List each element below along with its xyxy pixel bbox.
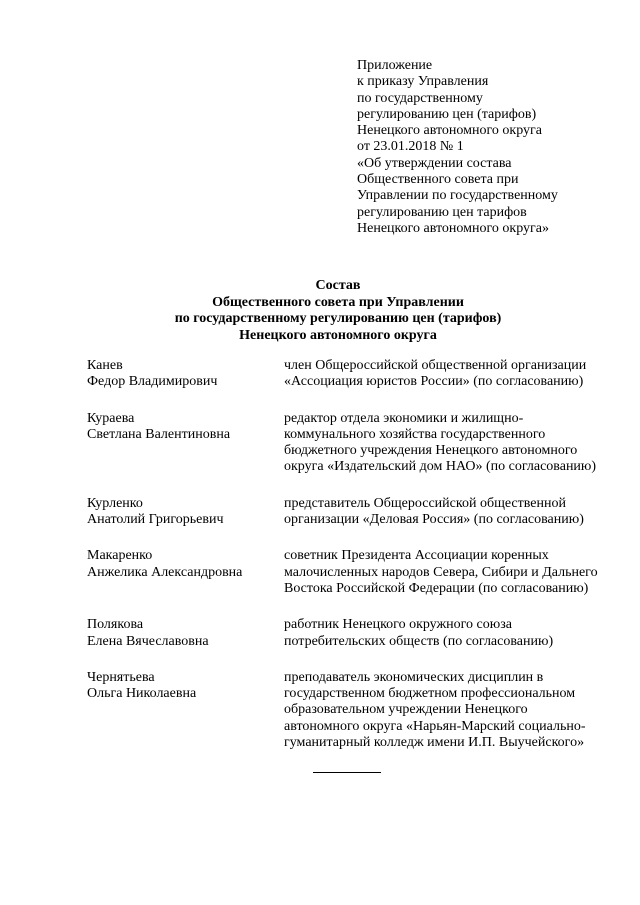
member-role — [284, 411, 627, 476]
title-line: Ненецкого автономного округа — [239, 327, 437, 343]
appendix-line: от 23.01.2018 № 1 — [357, 139, 464, 155]
role-line: образовательном учреждении Ненецкого — [284, 702, 528, 718]
appendix-line: «Об утверждении состава — [357, 155, 512, 171]
member-row — [87, 617, 627, 650]
member-name — [87, 670, 284, 751]
appendix-line: Управлении по государственному — [357, 188, 558, 204]
member-given-names: Федор Владимирович — [87, 374, 218, 390]
role-line: малочисленных народов Севера, Сибири и Дальнего — [284, 564, 598, 580]
role-line: коммунального хозяйства государственного — [284, 426, 546, 442]
appendix-line: Ненецкого автономного округа» — [357, 220, 549, 236]
appendix-line: по государственному — [357, 90, 483, 106]
member-row — [87, 670, 627, 751]
role-line: преподаватель экономических дисциплин в — [284, 669, 544, 685]
member-name — [87, 411, 284, 476]
role-line: бюджетного учреждения Ненецкого автономного — [284, 443, 578, 459]
member-row — [87, 548, 627, 597]
end-divider — [313, 772, 381, 773]
role-line: гуманитарный колледж имени И.П. Выучейского» — [284, 735, 585, 751]
member-surname: Кураева — [87, 410, 135, 426]
member-role — [284, 617, 627, 650]
appendix-line: к приказу Управления — [357, 74, 489, 90]
role-line: организации «Деловая Россия» (по согласованию) — [284, 512, 584, 528]
title-line: Общественного совета при Управлении — [212, 294, 464, 310]
member-name — [87, 358, 284, 391]
member-surname: Макаренко — [87, 548, 153, 564]
role-line: «Ассоциация юристов России» (по согласованию) — [284, 374, 584, 390]
appendix-line: Ненецкого автономного округа — [357, 123, 542, 139]
role-line: советник Президента Ассоциации коренных — [284, 548, 549, 564]
member-surname: Канев — [87, 358, 123, 373]
member-given-names: Елена Вячеславовна — [87, 633, 209, 649]
role-line: округа «Издательский дом НАО» (по согласованию) — [284, 459, 597, 475]
member-role — [284, 670, 627, 751]
role-line: государственном бюджетном профессиональном — [284, 686, 576, 702]
member-given-names: Ольга Николаевна — [87, 686, 197, 702]
member-name — [87, 496, 284, 529]
member-row — [87, 496, 627, 529]
members-list — [87, 358, 627, 771]
appendix-block — [357, 58, 627, 237]
appendix-line: регулированию цен (тарифов) — [357, 106, 537, 122]
role-line: работник Ненецкого окружного союза — [284, 617, 512, 633]
member-role — [284, 496, 627, 529]
member-role — [284, 358, 627, 391]
title-line: по государственному регулированию цен (тарифов) — [174, 311, 502, 326]
member-row — [87, 358, 627, 391]
member-given-names: Светлана Валентиновна — [87, 426, 231, 442]
role-line: член Общероссийской общественной организации — [284, 358, 587, 373]
member-surname: Курленко — [87, 495, 143, 511]
appendix-line: регулированию цен тарифов — [357, 204, 527, 220]
member-given-names: Анатолий Григорьевич — [87, 512, 224, 528]
title-line: Состав — [315, 278, 361, 293]
role-line: редактор отдела экономики и жилищно- — [284, 410, 524, 426]
appendix-line: Общественного совета при — [357, 172, 519, 188]
member-surname: Полякова — [87, 617, 144, 633]
member-name — [87, 548, 284, 597]
member-given-names: Анжелика Александровна — [87, 564, 243, 580]
role-line: представитель Общероссийской общественной — [284, 495, 566, 511]
role-line: Востока Российской Федерации (по согласованию) — [284, 580, 589, 596]
member-row — [87, 411, 627, 476]
role-line: автономного округа «Нарьян-Марский социально- — [284, 718, 586, 734]
role-line: потребительских обществ (по согласованию) — [284, 633, 554, 649]
document-title — [0, 278, 640, 344]
member-role — [284, 548, 627, 597]
member-name — [87, 617, 284, 650]
appendix-line: Приложение — [357, 58, 433, 73]
member-surname: Чернятьева — [87, 669, 155, 685]
